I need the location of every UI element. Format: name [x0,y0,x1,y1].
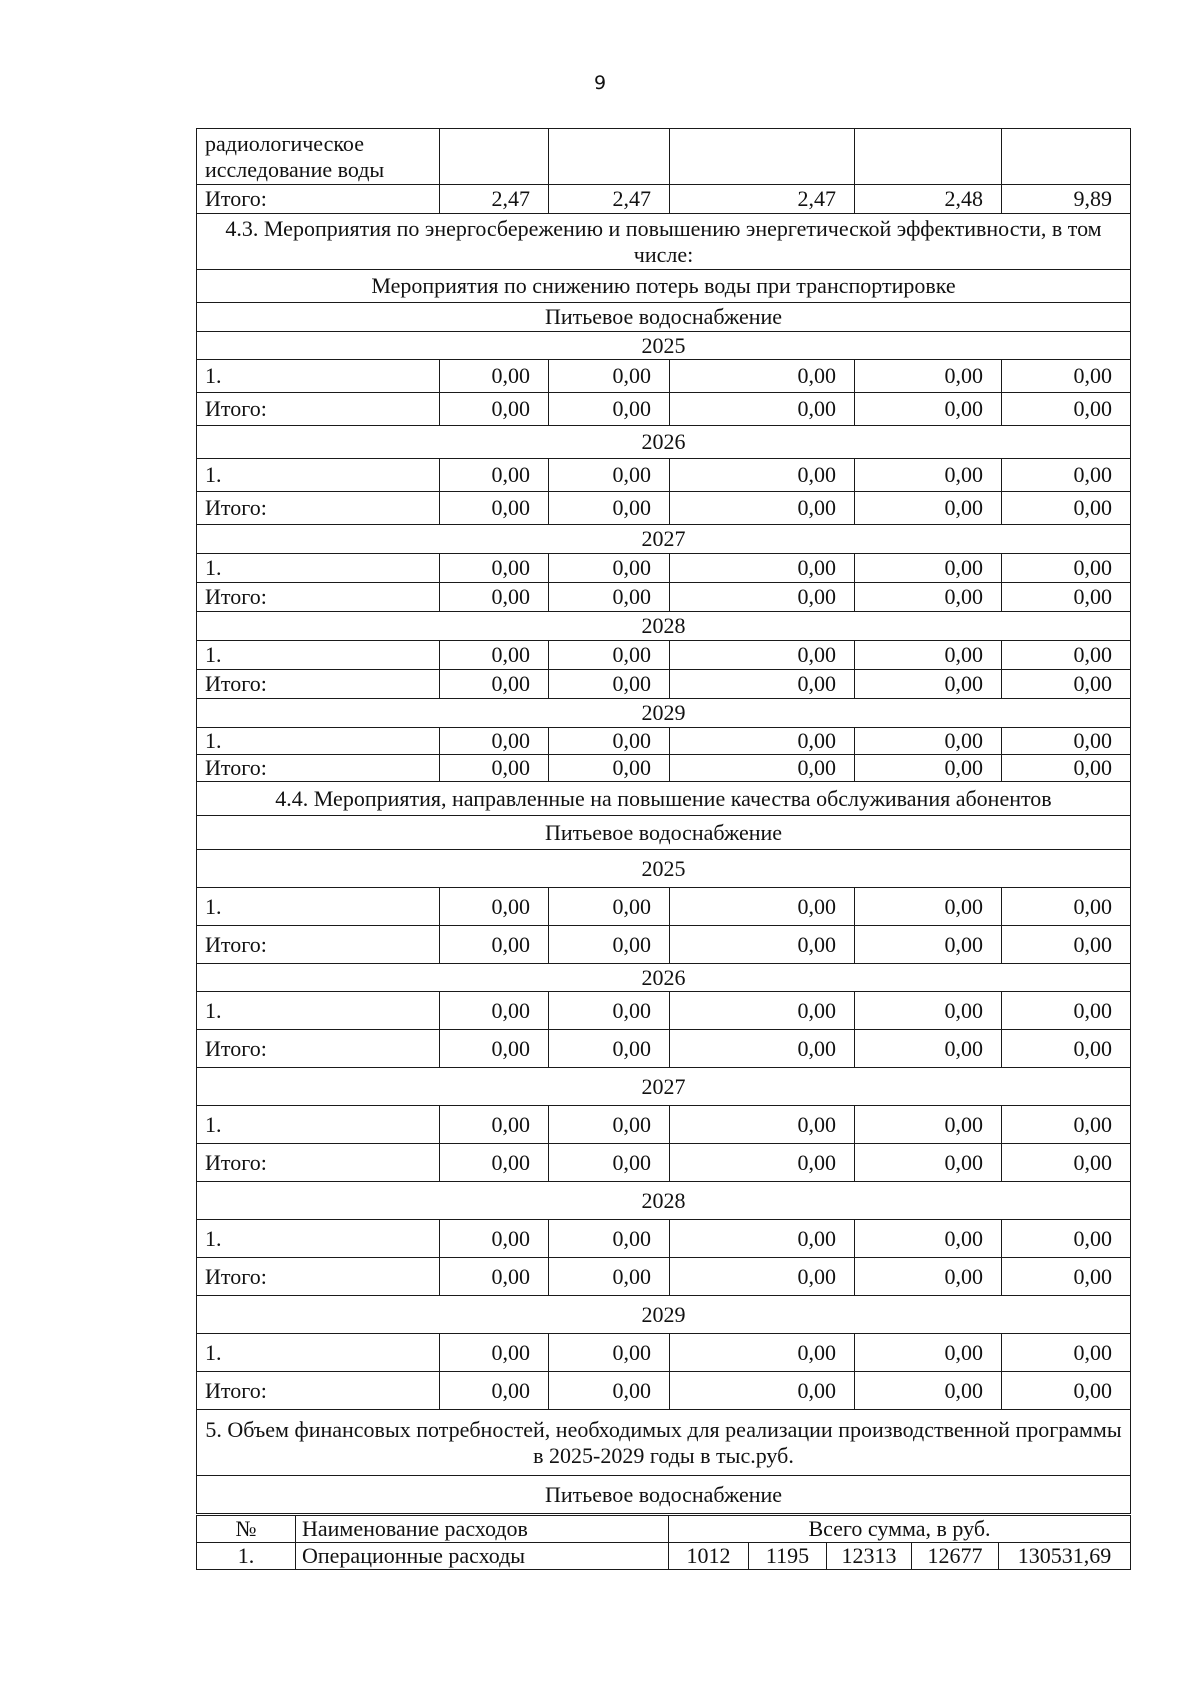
value-cell: 0,00 [1002,1106,1131,1144]
empty-cell [855,129,1002,185]
year-header-row [197,964,1131,992]
value-cell: 0,00 [670,670,855,699]
year-header: 2025 [197,850,1131,888]
value-cell: 0,00 [440,670,549,699]
value-cell: 0,00 [855,393,1002,426]
total-row [197,492,1131,525]
value-cell: 0,00 [440,393,549,426]
value-cell: 0,00 [1002,393,1131,426]
row-label: Итого: [197,926,440,964]
value-cell: 0,00 [549,1144,670,1182]
value-cell: 0,00 [670,1334,855,1372]
value-cell: 0,00 [670,992,855,1030]
value-cell: 0,00 [670,393,855,426]
value-cell: 2,47 [549,185,670,214]
value-cell: 0,00 [1002,755,1131,782]
supply-header-row [197,816,1131,850]
row-label: Итого: [197,583,440,612]
value-cell: 0,00 [855,992,1002,1030]
value-cell: 0,00 [549,888,670,926]
value-cell: 0,00 [670,888,855,926]
finance-row [197,1543,1131,1570]
year-header: 2025 [197,332,1131,360]
year-header: 2029 [197,1296,1131,1334]
value-cell: 0,00 [1002,992,1131,1030]
row-label: Итого: [197,670,440,699]
year-header-row [197,699,1131,728]
row-label: 1. [197,992,440,1030]
item-row [197,1220,1131,1258]
total-row [197,755,1131,782]
value-cell: 0,00 [670,641,855,670]
value-cell: 0,00 [855,360,1002,393]
row-label: Итого: [197,1030,440,1068]
value-cell: 0,00 [440,1220,549,1258]
value-cell: 0,00 [440,728,549,755]
item-row [197,641,1131,670]
value-cell: 0,00 [1002,492,1131,525]
value-cell: 0,00 [549,554,670,583]
value-cell: 0,00 [670,755,855,782]
row-label: Итого: [197,755,440,782]
row-label: Итого: [197,1258,440,1296]
total-row [197,1372,1131,1410]
empty-cell [670,129,855,185]
value-cell: 0,00 [855,888,1002,926]
row-label: Итого: [197,492,440,525]
year-header: 2026 [197,426,1131,459]
value-cell: 0,00 [440,1372,549,1410]
value-cell: 0,00 [440,926,549,964]
value-cell: 0,00 [855,926,1002,964]
value-cell: 0,00 [855,1258,1002,1296]
row-name: Операционные расходы [296,1543,669,1570]
value-cell: 0,00 [440,583,549,612]
amount-cell: 130531,69 [999,1543,1131,1570]
value-cell: 0,00 [855,492,1002,525]
value-cell: 0,00 [855,1372,1002,1410]
value-cell: 0,00 [1002,459,1131,492]
total-row [197,393,1131,426]
item-row [197,1334,1131,1372]
value-cell: 0,00 [440,755,549,782]
value-cell: 0,00 [855,670,1002,699]
value-cell: 0,00 [670,1106,855,1144]
value-cell: 0,00 [855,554,1002,583]
value-cell: 0,00 [1002,554,1131,583]
total-row [197,185,1131,214]
amount-cell: 12313 [827,1543,912,1570]
total-row [197,1258,1131,1296]
value-cell: 0,00 [670,459,855,492]
value-cell: 0,00 [855,1334,1002,1372]
year-header-row [197,525,1131,554]
value-cell: 0,00 [855,1106,1002,1144]
item-row [197,888,1131,926]
header-name: Наименование расходов [296,1516,669,1543]
value-cell: 0,00 [670,1220,855,1258]
item-row [197,554,1131,583]
value-cell: 0,00 [855,1144,1002,1182]
row-label: 1. [197,888,440,926]
value-cell: 0,00 [440,1030,549,1068]
value-cell: 0,00 [1002,1258,1131,1296]
row-label: 1. [197,1106,440,1144]
value-cell: 0,00 [440,492,549,525]
header-total: Всего сумма, в руб. [669,1516,1131,1543]
value-cell: 0,00 [549,1372,670,1410]
value-cell: 0,00 [549,728,670,755]
total-row [197,926,1131,964]
value-cell: 0,00 [440,1144,549,1182]
value-cell: 0,00 [670,1258,855,1296]
value-cell: 0,00 [670,360,855,393]
value-cell: 0,00 [549,926,670,964]
year-header-row [197,332,1131,360]
value-cell: 0,00 [440,992,549,1030]
amount-cell: 1195 [749,1543,827,1570]
value-cell: 0,00 [670,1030,855,1068]
value-cell: 0,00 [440,1106,549,1144]
year-header-row [197,1182,1131,1220]
total-row [197,1144,1131,1182]
year-header-row [197,1296,1131,1334]
value-cell: 0,00 [1002,1372,1131,1410]
section-title-row [197,782,1131,816]
row-label: 1. [197,728,440,755]
value-cell: 0,00 [440,459,549,492]
value-cell: 2,47 [670,185,855,214]
section-title: 4.4. Мероприятия, направленные на повышение качества обслуживания абонентов [197,782,1131,816]
year-header: 2029 [197,699,1131,728]
value-cell: 0,00 [670,1372,855,1410]
item-row [197,992,1131,1030]
value-cell: 0,00 [1002,670,1131,699]
value-cell: 0,00 [549,992,670,1030]
section-title: 5. Объем финансовых потребностей, необходимых для реализации производственной программы в 2025-2029 годы в тыс.руб. [197,1410,1131,1476]
item-row [197,459,1131,492]
empty-cell [549,129,670,185]
header-num: № [197,1516,296,1543]
value-cell: 0,00 [855,459,1002,492]
year-header: 2027 [197,1068,1131,1106]
item-row [197,1106,1131,1144]
row-label: Итого: [197,185,440,214]
value-cell: 0,00 [855,583,1002,612]
supply-header: Питьевое водоснабжение [197,303,1131,332]
page-number: 9 [593,72,607,94]
value-cell: 0,00 [440,641,549,670]
value-cell: 0,00 [1002,728,1131,755]
year-header: 2028 [197,1182,1131,1220]
value-cell: 0,00 [670,728,855,755]
value-cell: 0,00 [670,554,855,583]
value-cell: 0,00 [549,1334,670,1372]
program-table [196,128,1131,1514]
row-label: 1. [197,360,440,393]
value-cell: 0,00 [1002,888,1131,926]
row-label: 1. [197,459,440,492]
row-label: 1. [197,641,440,670]
value-cell: 0,00 [549,1258,670,1296]
finance-header-row [197,1516,1131,1543]
section-subtitle-row [197,270,1131,303]
value-cell: 0,00 [1002,1144,1131,1182]
value-cell: 0,00 [549,1106,670,1144]
year-header-row [197,426,1131,459]
value-cell: 0,00 [855,755,1002,782]
value-cell: 0,00 [549,1220,670,1258]
supply-header: Питьевое водоснабжение [197,816,1131,850]
value-cell: 0,00 [670,492,855,525]
value-cell: 0,00 [440,1334,549,1372]
value-cell: 0,00 [440,888,549,926]
supply-header-row [197,303,1131,332]
total-row [197,1030,1131,1068]
supply-header-row [197,1476,1131,1514]
empty-cell [440,129,549,185]
value-cell: 0,00 [855,1030,1002,1068]
value-cell: 0,00 [855,1220,1002,1258]
value-cell: 0,00 [1002,926,1131,964]
value-cell: 0,00 [855,641,1002,670]
value-cell: 0,00 [549,459,670,492]
year-header-row [197,850,1131,888]
amount-cell: 12677 [912,1543,999,1570]
value-cell: 0,00 [1002,1220,1131,1258]
empty-cell [1002,129,1131,185]
value-cell: 0,00 [1002,583,1131,612]
year-header-row [197,1068,1131,1106]
value-cell: 0,00 [549,492,670,525]
item-row [197,360,1131,393]
value-cell: 0,00 [855,728,1002,755]
value-cell: 0,00 [440,360,549,393]
row-label: 1. [197,1220,440,1258]
row-num: 1. [197,1543,296,1570]
value-cell: 0,00 [549,670,670,699]
year-header: 2028 [197,612,1131,641]
value-cell: 0,00 [1002,360,1131,393]
value-cell: 0,00 [1002,641,1131,670]
value-cell: 0,00 [440,554,549,583]
value-cell: 0,00 [670,583,855,612]
finance-table [196,1515,1131,1570]
row-label: 1. [197,1334,440,1372]
total-row [197,670,1131,699]
section-title-row [197,1410,1131,1476]
value-cell: 0,00 [670,1144,855,1182]
year-header-row [197,612,1131,641]
value-cell: 0,00 [549,641,670,670]
value-cell: 0,00 [549,583,670,612]
row-label: Итого: [197,393,440,426]
value-cell: 0,00 [1002,1030,1131,1068]
section-title-row [197,214,1131,270]
row-label: Итого: [197,1144,440,1182]
value-cell: 0,00 [440,1258,549,1296]
section-subtitle: Мероприятия по снижению потерь воды при транспортировке [197,270,1131,303]
supply-header: Питьевое водоснабжение [197,1476,1131,1514]
value-cell: 2,48 [855,185,1002,214]
value-cell: 0,00 [670,926,855,964]
value-cell: 0,00 [549,393,670,426]
year-header: 2026 [197,964,1131,992]
year-header: 2027 [197,525,1131,554]
amount-cell: 1012 [669,1543,749,1570]
value-cell: 0,00 [549,755,670,782]
row-label: 1. [197,554,440,583]
value-cell: 2,47 [440,185,549,214]
radiology-label: радиологическое исследование воды [197,129,440,185]
item-row [197,728,1131,755]
value-cell: 0,00 [549,1030,670,1068]
value-cell: 0,00 [1002,1334,1131,1372]
radiology-row [197,129,1131,185]
value-cell: 9,89 [1002,185,1131,214]
value-cell: 0,00 [549,360,670,393]
section-title: 4.3. Мероприятия по энергосбережению и повышению энергетической эффективности, в том числе: [197,214,1131,270]
program-table-body [197,129,1131,1514]
total-row [197,583,1131,612]
row-label: Итого: [197,1372,440,1410]
